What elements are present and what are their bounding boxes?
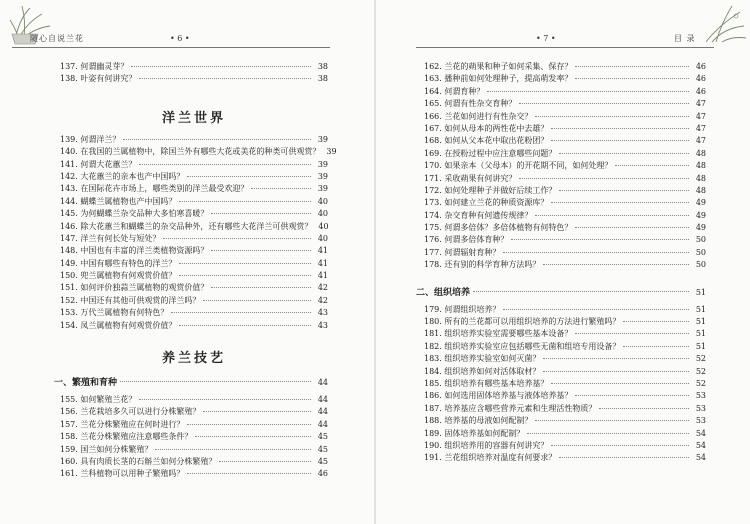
toc-entry <box>424 328 706 340</box>
entry-page: 54 <box>695 428 706 438</box>
entry-page: 47 <box>695 111 706 121</box>
leader-dots <box>487 91 689 92</box>
leader-dots <box>535 116 689 117</box>
section-heading <box>54 376 328 390</box>
leader-dots <box>139 78 311 79</box>
toc-entry <box>424 135 706 147</box>
entry-page: 41 <box>317 246 328 256</box>
entry-page: 47 <box>695 123 706 133</box>
toc-entry <box>424 353 706 365</box>
toc-entry <box>424 148 706 160</box>
leader-dots <box>575 66 689 67</box>
entry-title: 142. 大花蕙兰的亲本也产中国吗？ <box>60 171 185 181</box>
page-number: • 6 • <box>170 34 190 43</box>
entry-title: 176. 何谓多倍体育种？ <box>424 235 509 245</box>
leader-dots <box>543 264 689 265</box>
toc-entry <box>60 221 328 233</box>
toc-entry <box>60 468 328 480</box>
right-page <box>376 0 750 524</box>
toc-entry <box>424 341 706 353</box>
entry-page: 54 <box>695 440 706 450</box>
entry-page: 39 <box>317 159 328 169</box>
leader-dots <box>203 300 311 301</box>
entry-title: 146. 除大花蕙兰和蝴蝶兰的杂交品种外，还有哪些大花洋兰可供观赏？ <box>60 221 313 231</box>
leader-dots <box>575 333 689 334</box>
entry-page: 39 <box>317 184 328 194</box>
toc-entry <box>60 456 328 468</box>
orchid-illustration-right <box>702 4 748 46</box>
toc-entry <box>60 196 328 208</box>
page-number: • 7 • <box>536 34 556 43</box>
entry-page: 45 <box>317 432 328 442</box>
leader-dots <box>599 408 689 409</box>
running-head: 随心自说兰花 <box>30 34 84 43</box>
leader-dots <box>551 140 689 141</box>
entry-page: 45 <box>317 444 328 454</box>
entry-page: 47 <box>695 136 706 146</box>
leader-dots <box>519 178 689 179</box>
toc-entry <box>424 98 706 110</box>
entry-title: 148. 中国也有丰富的洋兰类植物资源吗？ <box>60 246 209 256</box>
entry-title: 145. 为何蝴蝶兰杂交品种大多怕寒喜暖？ <box>60 209 209 219</box>
toc-entry <box>424 452 706 464</box>
entry-title: 187. 培养基应含哪些营养元素和生理活性物质？ <box>424 403 597 413</box>
toc-entry <box>60 295 328 307</box>
leader-dots <box>139 164 311 165</box>
entry-title: 162. 兰花的蒴果和种子如何采集、保存？ <box>424 62 573 71</box>
entry-title: 158. 兰花分株繁殖应注意哪些条件？ <box>60 432 193 442</box>
leader-dots <box>131 66 311 67</box>
entry-title: 186. 如何选用固体培养基与液体培养基？ <box>424 391 573 401</box>
section-title: 二、组织培养 <box>416 287 471 298</box>
entry-title: 180. 所有的兰花都可以用组织培养的方法进行繁殖吗？ <box>424 317 621 327</box>
toc-entry <box>60 183 328 195</box>
entry-title: 163. 播种前如何处理种子，提高萌发率？ <box>424 74 573 84</box>
entry-page: 40 <box>317 209 328 219</box>
entry-title: 150. 兜兰属植物有何观赏价值？ <box>60 271 177 281</box>
right-header <box>376 0 750 48</box>
toc-entry <box>424 440 706 452</box>
toc-entry <box>424 428 706 440</box>
toc-list-section1 <box>60 394 328 481</box>
entry-title: 151. 如何评价独蒜兰属植物的观赏价值？ <box>60 283 209 293</box>
leader-dots <box>503 309 689 310</box>
entry-title: 177. 何谓辐射育种？ <box>424 247 501 257</box>
toc-list-part1 <box>60 134 337 332</box>
leader-dots <box>543 371 689 372</box>
entry-title: 182. 组织培养实验室应包括哪些无菌和组培专用设备？ <box>424 341 621 351</box>
entry-title: 152. 中国还有其他可供观赏的洋兰吗？ <box>60 295 201 305</box>
toc-entry <box>424 415 706 427</box>
toc-entry <box>60 134 328 146</box>
entry-title: 185. 组织培养有哪些基本培养基？ <box>424 378 549 388</box>
toc-entry <box>60 61 328 73</box>
toc-entry <box>60 431 328 443</box>
section-page: 44 <box>317 378 328 388</box>
leader-dots <box>195 436 311 437</box>
leader-dots <box>615 165 689 166</box>
entry-page: 52 <box>695 366 706 376</box>
entry-title: 183. 组织培养实验室如何灭菌？ <box>424 354 541 364</box>
header-rule <box>12 47 330 48</box>
part-title: 洋兰世界 <box>161 110 226 126</box>
entry-page: 48 <box>695 173 706 183</box>
entry-page: 48 <box>695 148 706 158</box>
entry-title: 170. 如果亲本（父母本）的开花期不同，如何处理？ <box>424 161 613 171</box>
entry-title: 160. 具有肉质长茎的石斛兰如何分株繁殖？ <box>60 456 217 466</box>
entry-page: 38 <box>317 62 328 71</box>
entry-title: 167. 如何从母本的两性花中去雄？ <box>424 123 549 133</box>
entry-title: 181. 组织培养实验室需要哪些基本设备？ <box>424 329 573 339</box>
toc-entry <box>60 282 328 294</box>
toc-entry <box>60 258 328 270</box>
entry-page: 40 <box>317 233 328 243</box>
toc-entry <box>60 394 328 406</box>
toc-entry <box>424 73 706 85</box>
leader-dots <box>551 128 689 129</box>
toc-list-top <box>60 61 328 86</box>
entry-page: 52 <box>695 354 706 364</box>
leader-dots <box>543 358 689 359</box>
entry-page: 41 <box>317 271 328 281</box>
leader-dots <box>211 287 311 288</box>
toc-entry <box>424 185 706 197</box>
toc-entry <box>424 111 706 123</box>
toc-list-b <box>424 304 706 465</box>
section-title: 一、繁殖和育种 <box>54 378 118 389</box>
entry-page: 53 <box>695 391 706 401</box>
entry-title: 189. 固体培养基如何配制？ <box>424 428 525 438</box>
entry-page: 41 <box>317 258 328 268</box>
entry-page: 39 <box>326 147 337 157</box>
toc-entry <box>424 247 706 259</box>
leader-dots <box>251 188 311 189</box>
toc-entry <box>424 123 706 135</box>
entry-title: 140. 在我国的兰属植物中，除国兰外有哪些大花或美花的种类可供观赏？ <box>60 147 321 157</box>
toc-entry <box>424 222 706 234</box>
leader-dots <box>575 227 689 228</box>
entry-title: 178. 还有别的科学育种方法吗？ <box>424 260 541 270</box>
entry-page: 39 <box>317 134 328 144</box>
left-header <box>0 0 374 48</box>
toc-entry <box>60 270 328 282</box>
entry-title: 139. 何谓洋兰？ <box>60 134 121 144</box>
running-head: 目 录 <box>674 34 696 43</box>
entry-title: 154. 凤兰属植物有何观赏价值？ <box>60 320 177 330</box>
entry-page: 46 <box>317 469 328 479</box>
leader-dots <box>623 346 689 347</box>
entry-page: 42 <box>317 283 328 293</box>
leader-dots <box>473 291 689 292</box>
part-title: 养兰技艺 <box>161 351 226 367</box>
entry-page: 51 <box>695 329 706 339</box>
entry-page: 50 <box>695 247 706 257</box>
section-page: 51 <box>695 287 706 297</box>
toc-entry <box>424 366 706 378</box>
toc-entry <box>424 378 706 390</box>
leader-dots <box>559 153 689 154</box>
entry-page: 46 <box>695 62 706 71</box>
leader-dots <box>120 381 311 382</box>
entry-page: 43 <box>317 308 328 318</box>
leader-dots <box>623 321 689 322</box>
toc-entry <box>60 159 328 171</box>
entry-title: 169. 在授粉过程中应注意哪些问题？ <box>424 148 557 158</box>
entry-title: 149. 中国有哪些有特色的洋兰？ <box>60 258 177 268</box>
entry-page: 49 <box>695 210 706 220</box>
entry-title: 172. 如何处理种子并做好后续工作？ <box>424 185 557 195</box>
entry-title: 138. 叶姿有何讲究？ <box>60 74 137 84</box>
toc-entry <box>60 146 337 158</box>
section-heading <box>416 286 706 300</box>
entry-page: 43 <box>317 320 328 330</box>
leader-dots <box>123 139 311 140</box>
entry-title: 143. 在国际花卉市场上，哪些类别的洋兰最受欢迎？ <box>60 184 249 194</box>
toc-entry <box>60 307 328 319</box>
left-page <box>0 0 374 524</box>
header-rule <box>416 47 714 48</box>
entry-title: 156. 兰花栽培多久可以进行分株繁殖？ <box>60 407 201 417</box>
entry-page: 53 <box>695 416 706 426</box>
toc-entry <box>424 61 706 73</box>
leader-dots <box>187 473 311 474</box>
entry-title: 155. 如何繁殖兰花？ <box>60 395 137 405</box>
toc-entry <box>60 73 328 85</box>
entry-title: 164. 何谓育种？ <box>424 86 485 96</box>
entry-title: 166. 兰花如何进行有性杂交？ <box>424 111 533 121</box>
entry-page: 51 <box>695 304 706 314</box>
entry-title: 159. 国兰如何分株繁殖？ <box>60 444 153 454</box>
leader-dots <box>519 103 689 104</box>
entry-page: 51 <box>695 317 706 327</box>
leader-dots <box>179 275 311 276</box>
entry-page: 53 <box>695 403 706 413</box>
toc-entry <box>424 173 706 185</box>
leader-dots <box>219 461 311 462</box>
leader-dots <box>155 449 311 450</box>
entry-title: 175. 何谓多倍体？多倍体植物有何特色？ <box>424 223 573 233</box>
leader-dots <box>163 238 311 239</box>
leader-dots <box>551 383 689 384</box>
entry-page: 51 <box>695 341 706 351</box>
entry-title: 144. 蝴蝶兰属植物也产中国吗？ <box>60 196 177 206</box>
leader-dots <box>575 395 689 396</box>
leader-dots <box>527 433 689 434</box>
leader-dots <box>211 213 311 214</box>
entry-title: 190. 组织培养用的容器有何讲究？ <box>424 440 549 450</box>
entry-page: 38 <box>317 74 328 84</box>
toc-entry <box>424 160 706 172</box>
entry-page: 45 <box>317 456 328 466</box>
toc-list-a <box>424 61 706 272</box>
toc-entry <box>60 171 328 183</box>
toc-entry <box>60 233 328 245</box>
entry-page: 44 <box>317 419 328 429</box>
leader-dots <box>503 252 689 253</box>
leader-dots <box>171 312 311 313</box>
entry-title: 141. 何谓大花蕙兰？ <box>60 159 137 169</box>
entry-title: 171. 采收蒴果有何讲究？ <box>424 173 517 183</box>
entry-title: 157. 兰花分株繁殖应在何时进行？ <box>60 419 185 429</box>
entry-page: 49 <box>695 198 706 208</box>
leader-dots <box>535 420 689 421</box>
toc-entry <box>60 444 328 456</box>
entry-title: 165. 何谓有性杂交育种？ <box>424 99 517 109</box>
entry-title: 147. 洋兰有何长处与短处？ <box>60 233 161 243</box>
leader-dots <box>575 78 689 79</box>
entry-page: 48 <box>695 185 706 195</box>
leader-dots <box>187 176 311 177</box>
toc-entry <box>424 390 706 402</box>
entry-page: 40 <box>318 221 329 231</box>
leader-dots <box>551 445 689 446</box>
toc-entry <box>424 197 706 209</box>
toc-entry <box>424 86 706 98</box>
entry-page: 44 <box>317 407 328 417</box>
entry-page: 42 <box>317 295 328 305</box>
toc-entry <box>424 259 706 271</box>
toc-entry <box>424 234 706 246</box>
entry-page: 40 <box>317 196 328 206</box>
entry-page: 47 <box>695 99 706 109</box>
toc-entry <box>424 403 706 415</box>
entry-title: 168. 如何从父本花中取出花粉团？ <box>424 136 549 146</box>
entry-page: 54 <box>695 453 706 463</box>
toc-entry <box>60 419 328 431</box>
toc-entry <box>60 406 328 418</box>
left-toc <box>54 61 337 481</box>
leader-dots <box>511 239 689 240</box>
leader-dots <box>559 190 689 191</box>
toc-entry <box>60 245 328 257</box>
entry-title: 137. 何谓幽灵芽？ <box>60 62 129 71</box>
entry-title: 179. 何谓组织培养？ <box>424 304 501 314</box>
entry-title: 188. 培养基的母液如何配制？ <box>424 416 533 426</box>
leader-dots <box>211 250 311 251</box>
toc-entry <box>424 304 706 316</box>
entry-page: 46 <box>695 86 706 96</box>
entry-page: 44 <box>317 395 328 405</box>
entry-title: 161. 兰科植物可以用种子繁殖吗？ <box>60 469 185 479</box>
leader-dots <box>203 411 311 412</box>
leader-dots <box>179 325 311 326</box>
entry-page: 52 <box>695 378 706 388</box>
leader-dots <box>559 457 689 458</box>
entry-title: 153. 万代兰属植物有何特色？ <box>60 308 169 318</box>
entry-title: 173. 如何建立兰花的种质资源库？ <box>424 198 549 208</box>
entry-page: 50 <box>695 235 706 245</box>
toc-entry <box>424 316 706 328</box>
leader-dots <box>551 202 689 203</box>
entry-page: 50 <box>695 260 706 270</box>
entry-page: 48 <box>695 161 706 171</box>
entry-title: 184. 组织培养如何对活体取材？ <box>424 366 541 376</box>
leader-dots <box>187 424 311 425</box>
leader-dots <box>139 399 311 400</box>
toc-entry <box>424 210 706 222</box>
entry-page: 49 <box>695 223 706 233</box>
leader-dots <box>179 201 311 202</box>
leader-dots <box>179 263 311 264</box>
entry-title: 174. 杂交育种有何遗传规律？ <box>424 210 533 220</box>
leader-dots <box>535 215 689 216</box>
toc-entry <box>60 208 328 220</box>
right-toc <box>416 61 706 465</box>
entry-page: 39 <box>317 171 328 181</box>
entry-title: 191. 兰花组织培养对温度有何要求？ <box>424 453 557 463</box>
entry-page: 46 <box>695 74 706 84</box>
toc-entry <box>60 320 328 332</box>
